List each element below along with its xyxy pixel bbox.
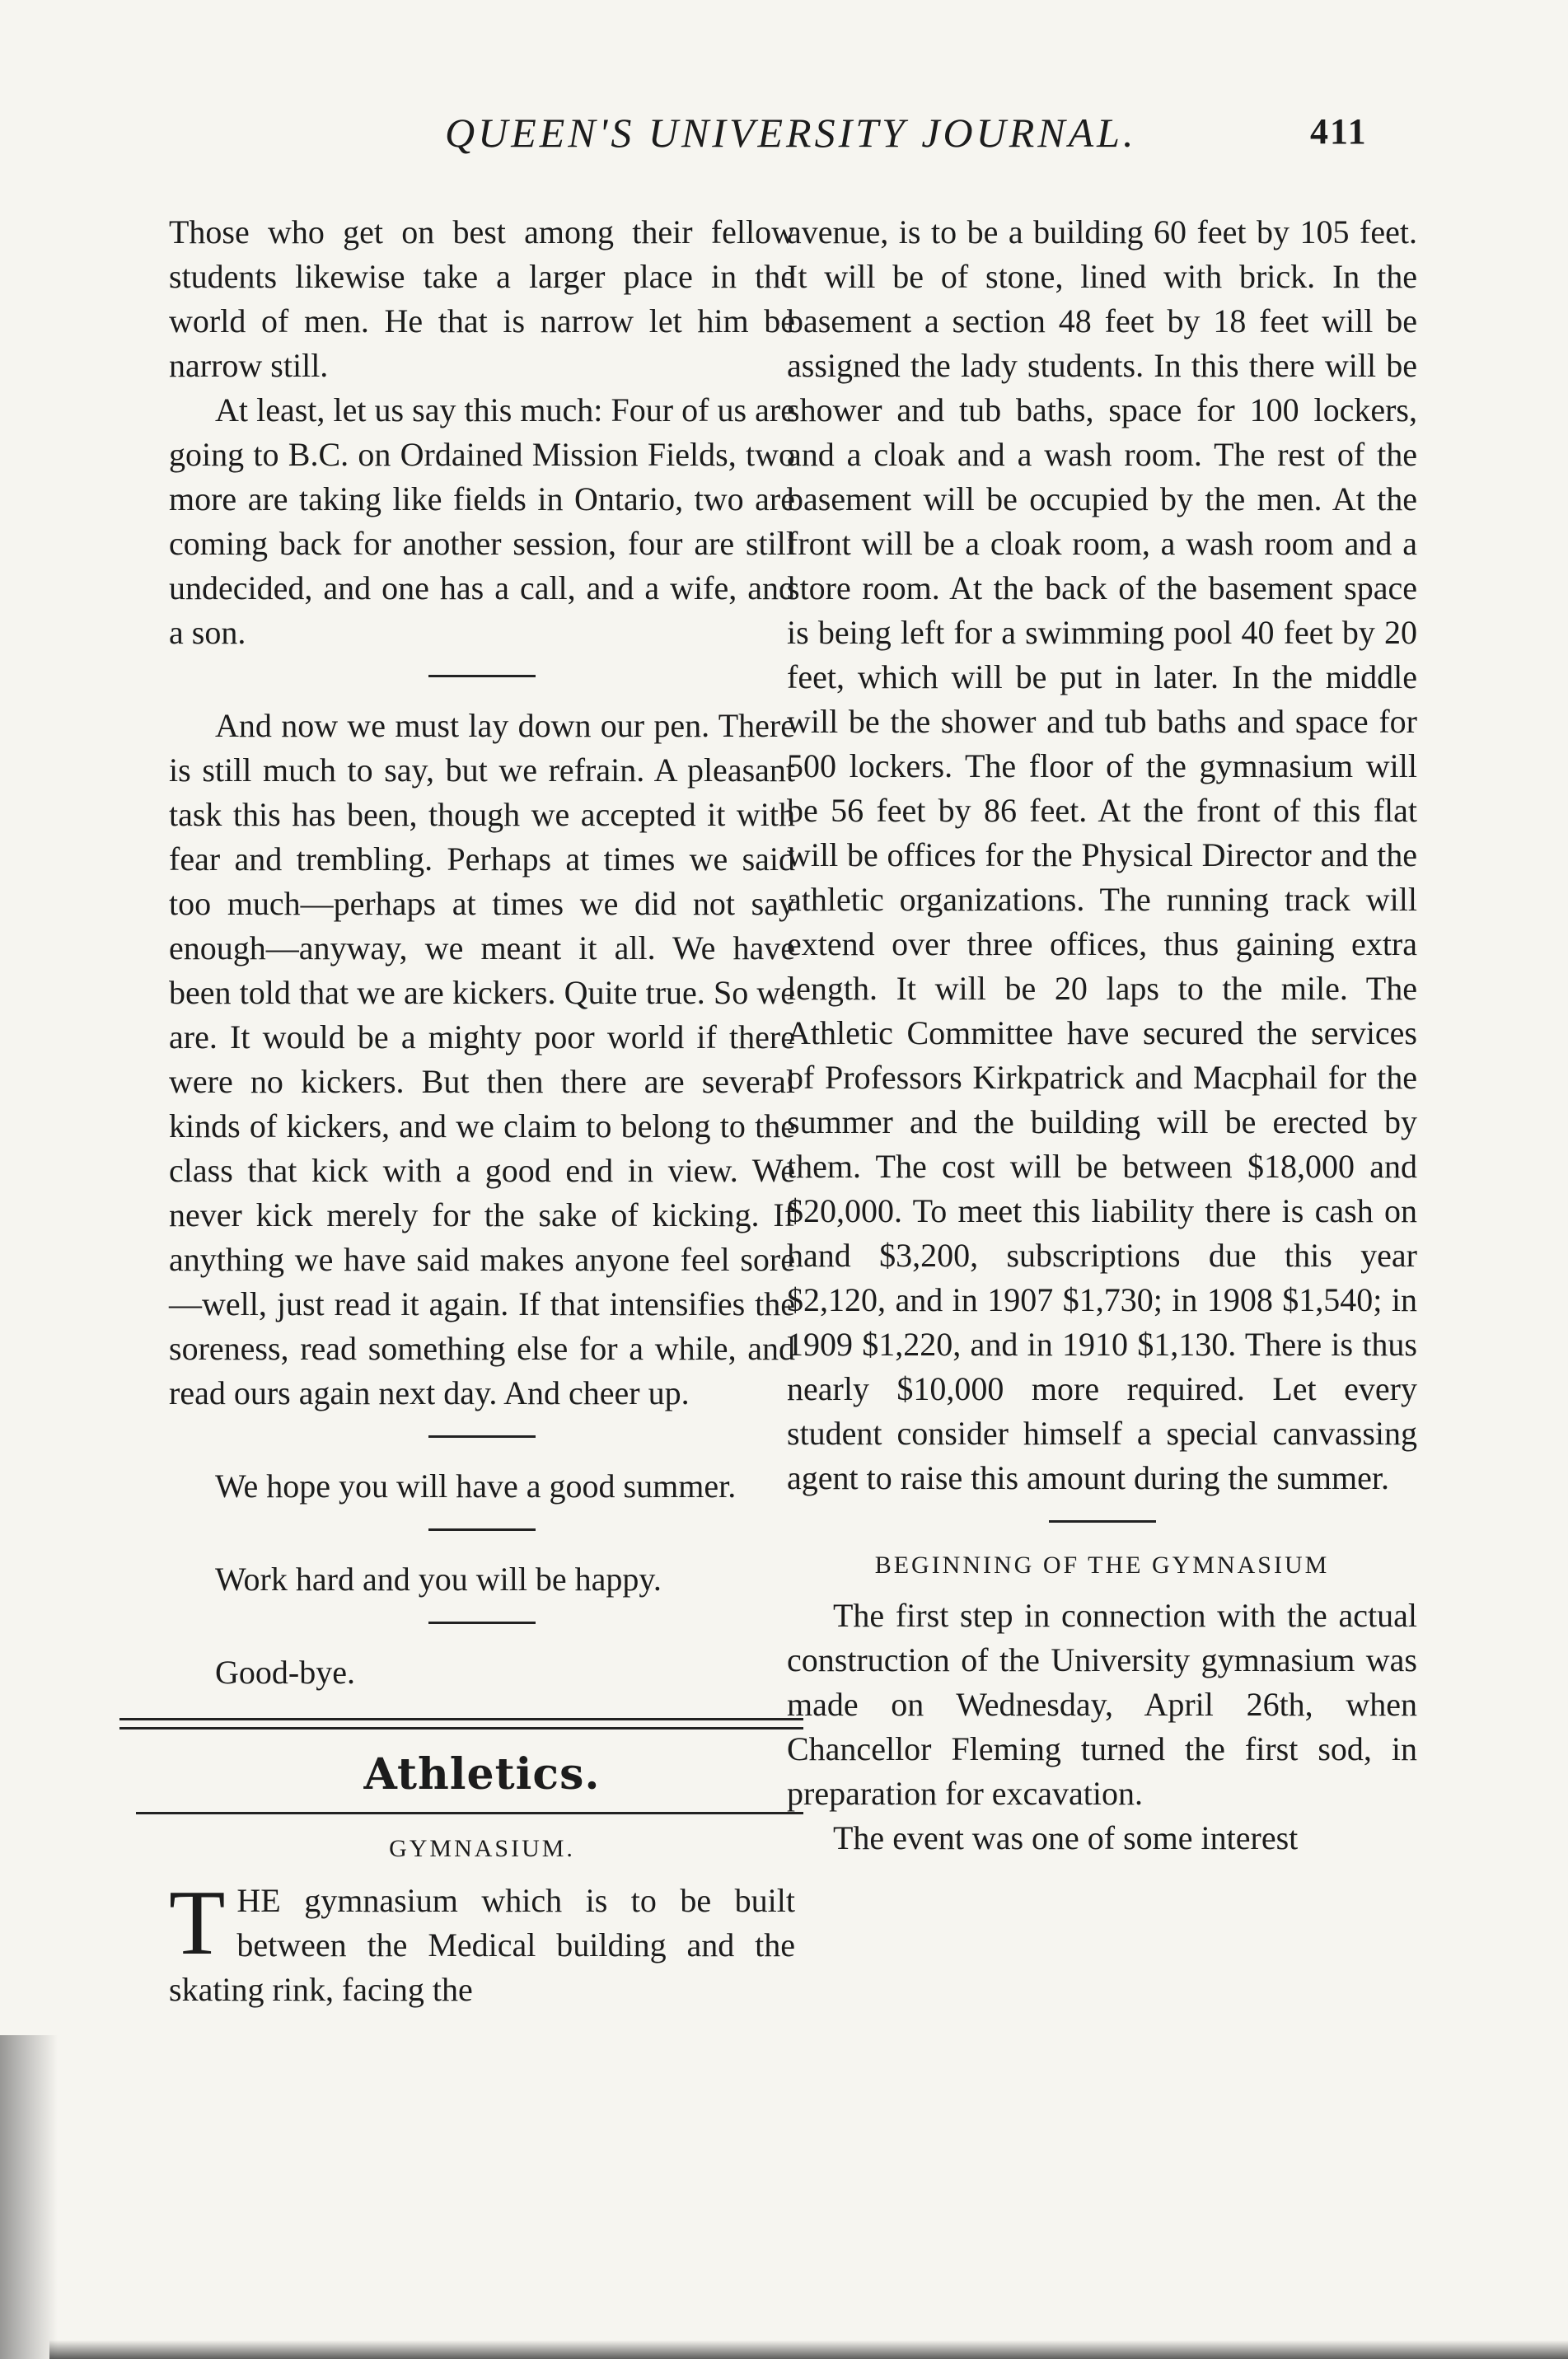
double-rule — [119, 1718, 803, 1729]
paragraph: The first step in connection with the actual construction of the University gymnasium was made on Wednesday, April 26th, when Chancellor Fleming turned the first sod, in preparation for excavation. — [787, 1597, 1417, 1812]
title-rule — [136, 1812, 803, 1814]
page-edge-shadow — [0, 2035, 58, 2359]
paragraph: And now we must lay down our pen. There is still much to say, but we refrain. A pleasant task this has been, though we accepted it with fear and trembling. Perhaps at times we said too much—perhaps at times we did not say enough—anyway, we meant it all. We have been told that we are kickers. Quite true. So we are. It would be a mighty poor world if there were no kickers. But then there are several kinds of kickers, and we claim to belong to the class that kick with a good end in view. We never kick merely for the sake of kicking. If anything we have said makes anyone feel sore—well, just read it again. If that intensifies the soreness, read something else for a while, and read ours again next day. And cheer up. — [169, 707, 795, 1411]
article-subheading: GYMNASIUM. — [389, 1835, 575, 1862]
article-subheading: BEGINNING OF THE GYMNASIUM — [874, 1552, 1330, 1579]
journal-title: QUEEN'S UNIVERSITY JOURNAL. — [445, 110, 1137, 156]
paragraph: At least, let us say this much: Four of us are going to B.C. on Ordained Mission Fields, two more are taking like fields in Ontario, two are coming back for another session, four are still undecided, and one has a call, and a wife, and a son. — [169, 391, 795, 651]
section-divider — [428, 1528, 536, 1531]
section-divider — [428, 1435, 536, 1438]
paragraph: We hope you will have a good summer. — [215, 1467, 737, 1505]
section-divider — [428, 1622, 536, 1624]
section-divider — [1049, 1520, 1156, 1523]
paragraph: The event was one of some interest — [833, 1819, 1299, 1856]
paragraph-text: HE gymnasium which is to be built between the Medical building and the skating rink, facing the — [169, 1882, 795, 2008]
paragraph: Good-bye. — [215, 1654, 355, 1691]
section-title: Athletics. — [363, 1749, 601, 1800]
running-head — [0, 99, 1568, 173]
right-column — [787, 210, 1417, 1861]
paragraph — [169, 1872, 795, 2012]
paragraph: Those who get on best among their fellow students likewise take a larger place in the world of men. He that is narrow let him be narrow still. — [169, 213, 795, 384]
paragraph: avenue, is to be a building 60 feet by 105 feet. It will be of stone, lined with brick. In the basement a section 48 feet by 18 feet will be assigned the lady students. In this there will be shower and tub baths, space for 100 lockers, and a cloak and a wash room. The rest of the basement will be occupied by the men. At the front will be a cloak room, a wash room and a store room. At the back of the basement space is being left for a swimming pool 40 feet by 20 feet, which will be put in later. In the middle will be the shower and tub baths and space for 500 lockers. The floor of the gymnasium will be 56 feet by 86 feet. At the front of this flat will be offices for the Physical Director and the athletic organizations. The running track will extend over three offices, thus gaining extra length. It will be 20 laps to the mile. The Athletic Committee have secured the services of Professors Kirkpatrick and Macphail for the summer and the building will be erected by them. The cost will be between $18,000 and $20,000. To meet this liability there is cash on hand $3,200, subscriptions due this year $2,120, and in 1907 $1,730; in 1908 $1,540; in 1909 $1,220, and in 1910 $1,130. There is thus nearly $10,000 more required. Let every student consider himself a special canvassing agent to raise this amount during the summer. — [787, 213, 1417, 1496]
section-divider — [428, 675, 536, 677]
page-number: 411 — [1310, 111, 1368, 152]
left-column — [169, 210, 795, 2012]
page-bottom-edge — [49, 2340, 1568, 2359]
paragraph: Work hard and you will be happy. — [215, 1561, 662, 1598]
drop-cap: T — [169, 1872, 226, 1974]
